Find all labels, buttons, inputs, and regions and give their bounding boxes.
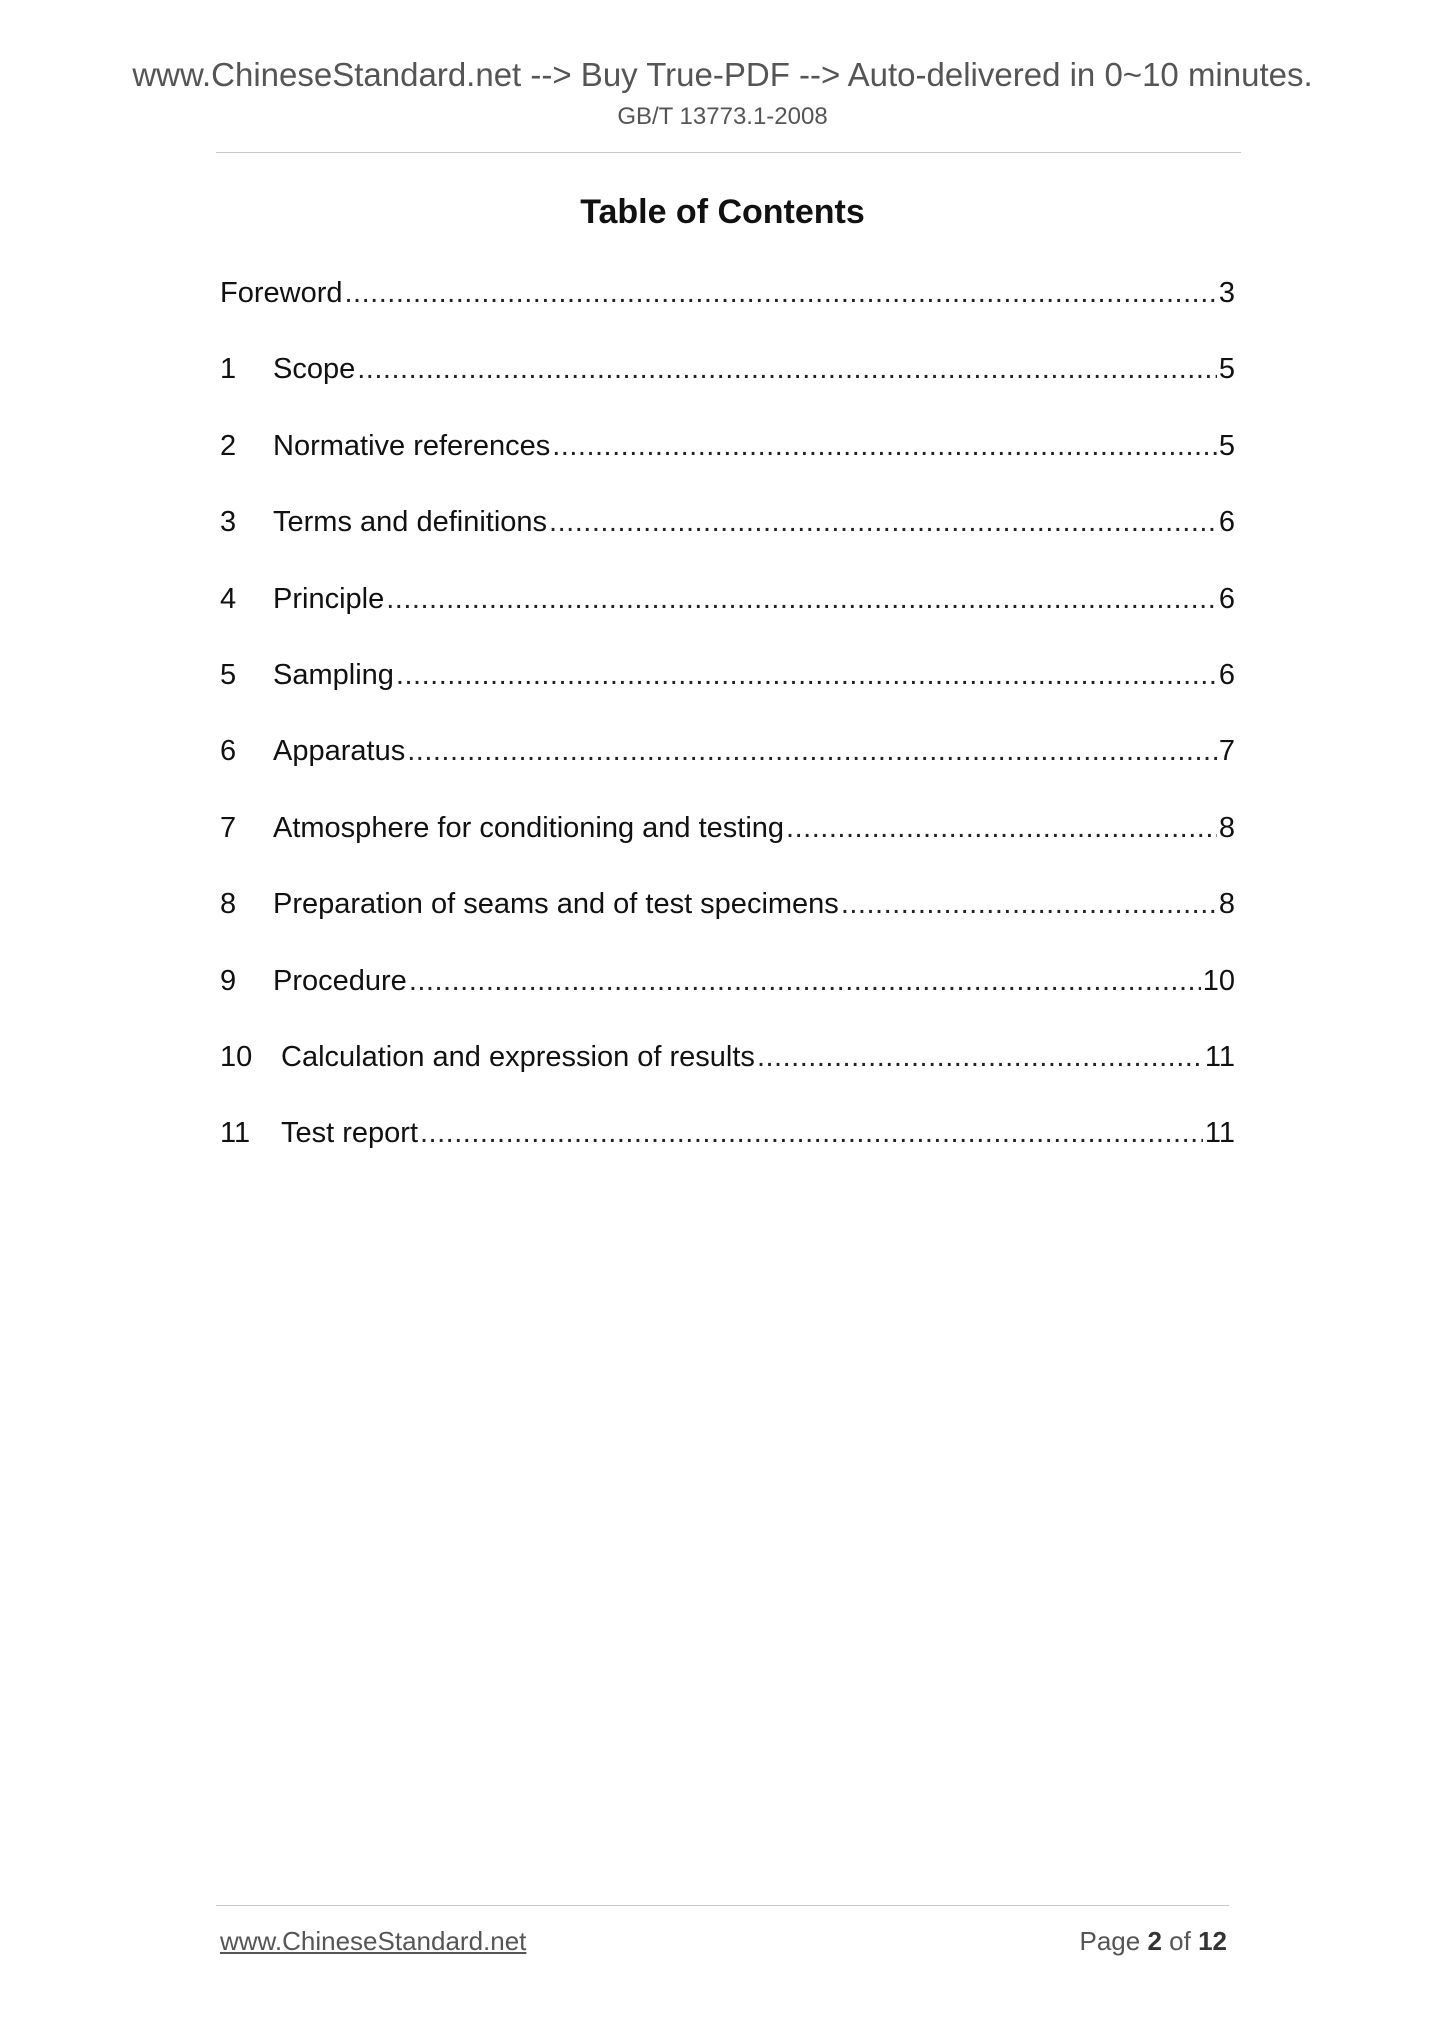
- toc-entry-title: Preparation of seams and of test specimens: [273, 888, 839, 921]
- toc-entry-page: 8: [1218, 811, 1235, 844]
- toc-entry-title: Sampling: [273, 658, 394, 691]
- toc-entry-number: 8: [220, 888, 237, 921]
- toc-leader-dots: [549, 506, 1217, 539]
- toc-entry-atmosphere[interactable]: [220, 812, 1235, 888]
- footer-website-link[interactable]: www.ChineseStandard.net: [220, 1926, 527, 1956]
- toc-leader-dots: [386, 583, 1217, 616]
- toc-entry-title: Calculation and expression of results: [281, 1040, 755, 1073]
- toc-entry-page: 6: [1218, 582, 1235, 615]
- page-total: 12: [1198, 1926, 1227, 1956]
- toc-entry-page: 6: [1218, 658, 1235, 691]
- page-current: 2: [1147, 1926, 1162, 1956]
- toc-entry-title: Terms and definitions: [273, 506, 548, 539]
- toc-entry-title: Atmosphere for conditioning and testing: [273, 811, 785, 844]
- toc-entry-number: 2: [220, 429, 237, 462]
- toc-leader-dots: [757, 1041, 1203, 1074]
- document-code: GB/T 13773.1-2008: [617, 103, 828, 130]
- toc-entry-title: Principle: [273, 582, 385, 615]
- toc-entry-page: 8: [1218, 888, 1235, 921]
- toc-leader-dots: [345, 277, 1217, 310]
- toc-entry-number: 4: [220, 582, 237, 615]
- toc-entry-number: 3: [220, 506, 237, 539]
- toc-entry-title: Procedure: [273, 964, 407, 997]
- toc-entry-title: Test report: [281, 1117, 418, 1150]
- toc-leader-dots: [409, 965, 1201, 998]
- toc-entry-preparation[interactable]: [220, 888, 1235, 964]
- toc-entry-procedure[interactable]: [220, 965, 1235, 1041]
- toc-entry-number: 1: [220, 353, 237, 386]
- toc-entry-number: 7: [220, 811, 237, 844]
- toc-leader-dots: [841, 888, 1217, 921]
- toc-leader-dots: [396, 659, 1217, 692]
- toc-leader-dots: [786, 812, 1217, 845]
- toc-entry-number: 11: [220, 1117, 251, 1150]
- toc-entry-title: Normative references: [273, 429, 551, 462]
- toc-entry-foreword[interactable]: [220, 277, 1235, 353]
- toc-entry-test-report[interactable]: [220, 1117, 1235, 1193]
- toc-entry-apparatus[interactable]: [220, 735, 1235, 811]
- toc-leader-dots: [407, 735, 1217, 768]
- toc-entry-title: Foreword: [220, 277, 343, 309]
- toc-entry-normative-references[interactable]: [220, 430, 1235, 506]
- table-of-contents: [220, 277, 1235, 1194]
- toc-entry-calculation[interactable]: [220, 1041, 1235, 1117]
- page-indicator: [1079, 1926, 1227, 1957]
- toc-entry-number: 9: [220, 964, 237, 997]
- page-of: of: [1169, 1926, 1191, 1956]
- toc-entry-principle[interactable]: [220, 583, 1235, 659]
- header-divider: [216, 152, 1241, 153]
- toc-entry-scope[interactable]: [220, 353, 1235, 429]
- toc-leader-dots: [552, 430, 1217, 463]
- toc-entry-number: 6: [220, 735, 237, 768]
- toc-entry-title: Scope: [273, 353, 356, 386]
- toc-entry-page: 11: [1204, 1040, 1235, 1073]
- toc-entry-number: 10: [220, 1040, 253, 1073]
- toc-entry-page: 11: [1204, 1117, 1235, 1150]
- toc-entry-page: 5: [1218, 353, 1235, 386]
- toc-entry-title: Apparatus: [273, 735, 406, 768]
- toc-entry-page: 10: [1202, 964, 1235, 997]
- toc-title: Table of Contents: [580, 193, 865, 231]
- toc-entry-page: 6: [1218, 506, 1235, 539]
- toc-leader-dots: [420, 1117, 1203, 1150]
- toc-entry-number: 5: [220, 658, 237, 691]
- toc-entry-terms-and-definitions[interactable]: [220, 506, 1235, 582]
- page-prefix: Page: [1079, 1926, 1141, 1956]
- toc-entry-page: 3: [1218, 277, 1235, 309]
- toc-entry-sampling[interactable]: [220, 659, 1235, 735]
- toc-entry-page: 5: [1218, 429, 1235, 462]
- header-banner: www.ChineseStandard.net --> Buy True-PDF --> Auto-delivered in 0~10 minutes.: [132, 56, 1313, 93]
- footer-divider: [216, 1905, 1229, 1906]
- toc-entry-page: 7: [1218, 735, 1235, 768]
- toc-leader-dots: [357, 353, 1217, 386]
